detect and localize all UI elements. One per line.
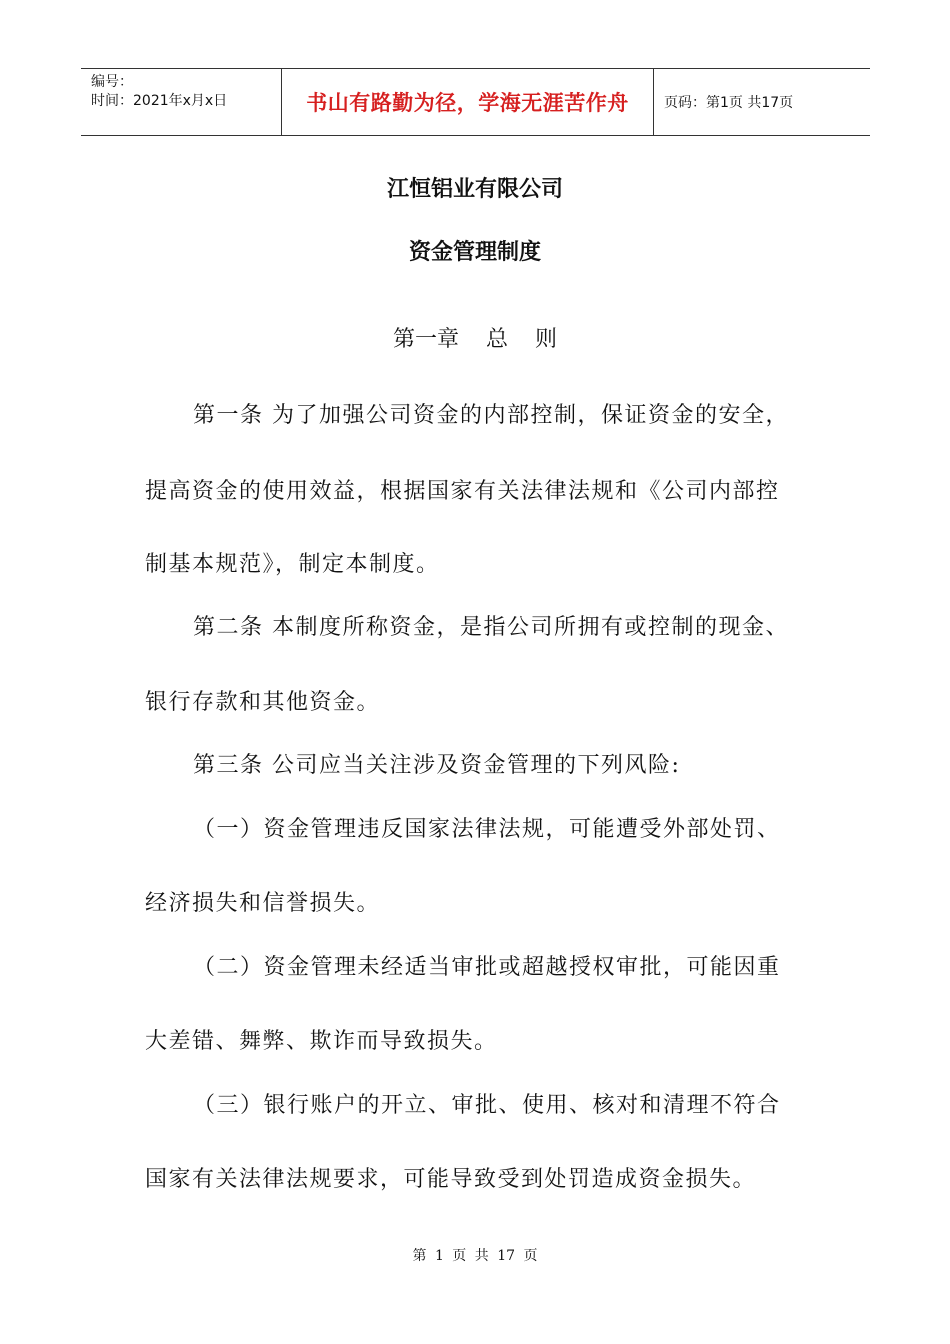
company-name: 江恒铝业有限公司: [386, 177, 563, 202]
header-page-info: 页码：第1页 共17页: [664, 95, 794, 111]
chapter-heading: 第一章 总 则: [393, 327, 557, 352]
body-line: 第一条 为了加强公司资金的内部控制，保证资金的安全，: [193, 403, 789, 428]
body-line: （一）资金管理违反国家法律法规，可能遭受外部处罚、: [193, 817, 781, 842]
body-line: 国家有关法律法规要求，可能导致受到处罚造成资金损失。: [145, 1167, 757, 1192]
body-line: 第二条 本制度所称资金，是指公司所拥有或控制的现金、: [193, 615, 789, 640]
body-line: 经济损失和信誉损失。: [145, 891, 381, 916]
number-label: 编号：: [91, 74, 133, 90]
body-line: （三）银行账户的开立、审批、使用、核对和清理不符合: [193, 1093, 781, 1118]
body-line: 第三条 公司应当关注涉及资金管理的下列风险:: [193, 753, 681, 778]
header-meta: [81, 69, 281, 135]
page-footer: 第 1 页 共 17 页: [412, 1248, 538, 1264]
body-line: 提高资金的使用效益，根据国家有关法律法规和《公司内部控: [145, 479, 780, 504]
body-line: 大差错、舞弊、欺诈而导致损失。: [145, 1029, 498, 1054]
document-header: [81, 68, 870, 136]
body-line: （二）资金管理未经适当审批或超越授权审批，可能因重: [193, 955, 781, 980]
header-motto: 书山有路勤为径，学海无涯苦作舟: [281, 69, 654, 135]
body-line: 银行存款和其他资金。: [145, 690, 381, 715]
time-label: 时间：2021年x月x日: [91, 93, 228, 109]
document-title: 资金管理制度: [408, 240, 541, 265]
body-line: 制基本规范》，制定本制度。: [145, 552, 440, 577]
